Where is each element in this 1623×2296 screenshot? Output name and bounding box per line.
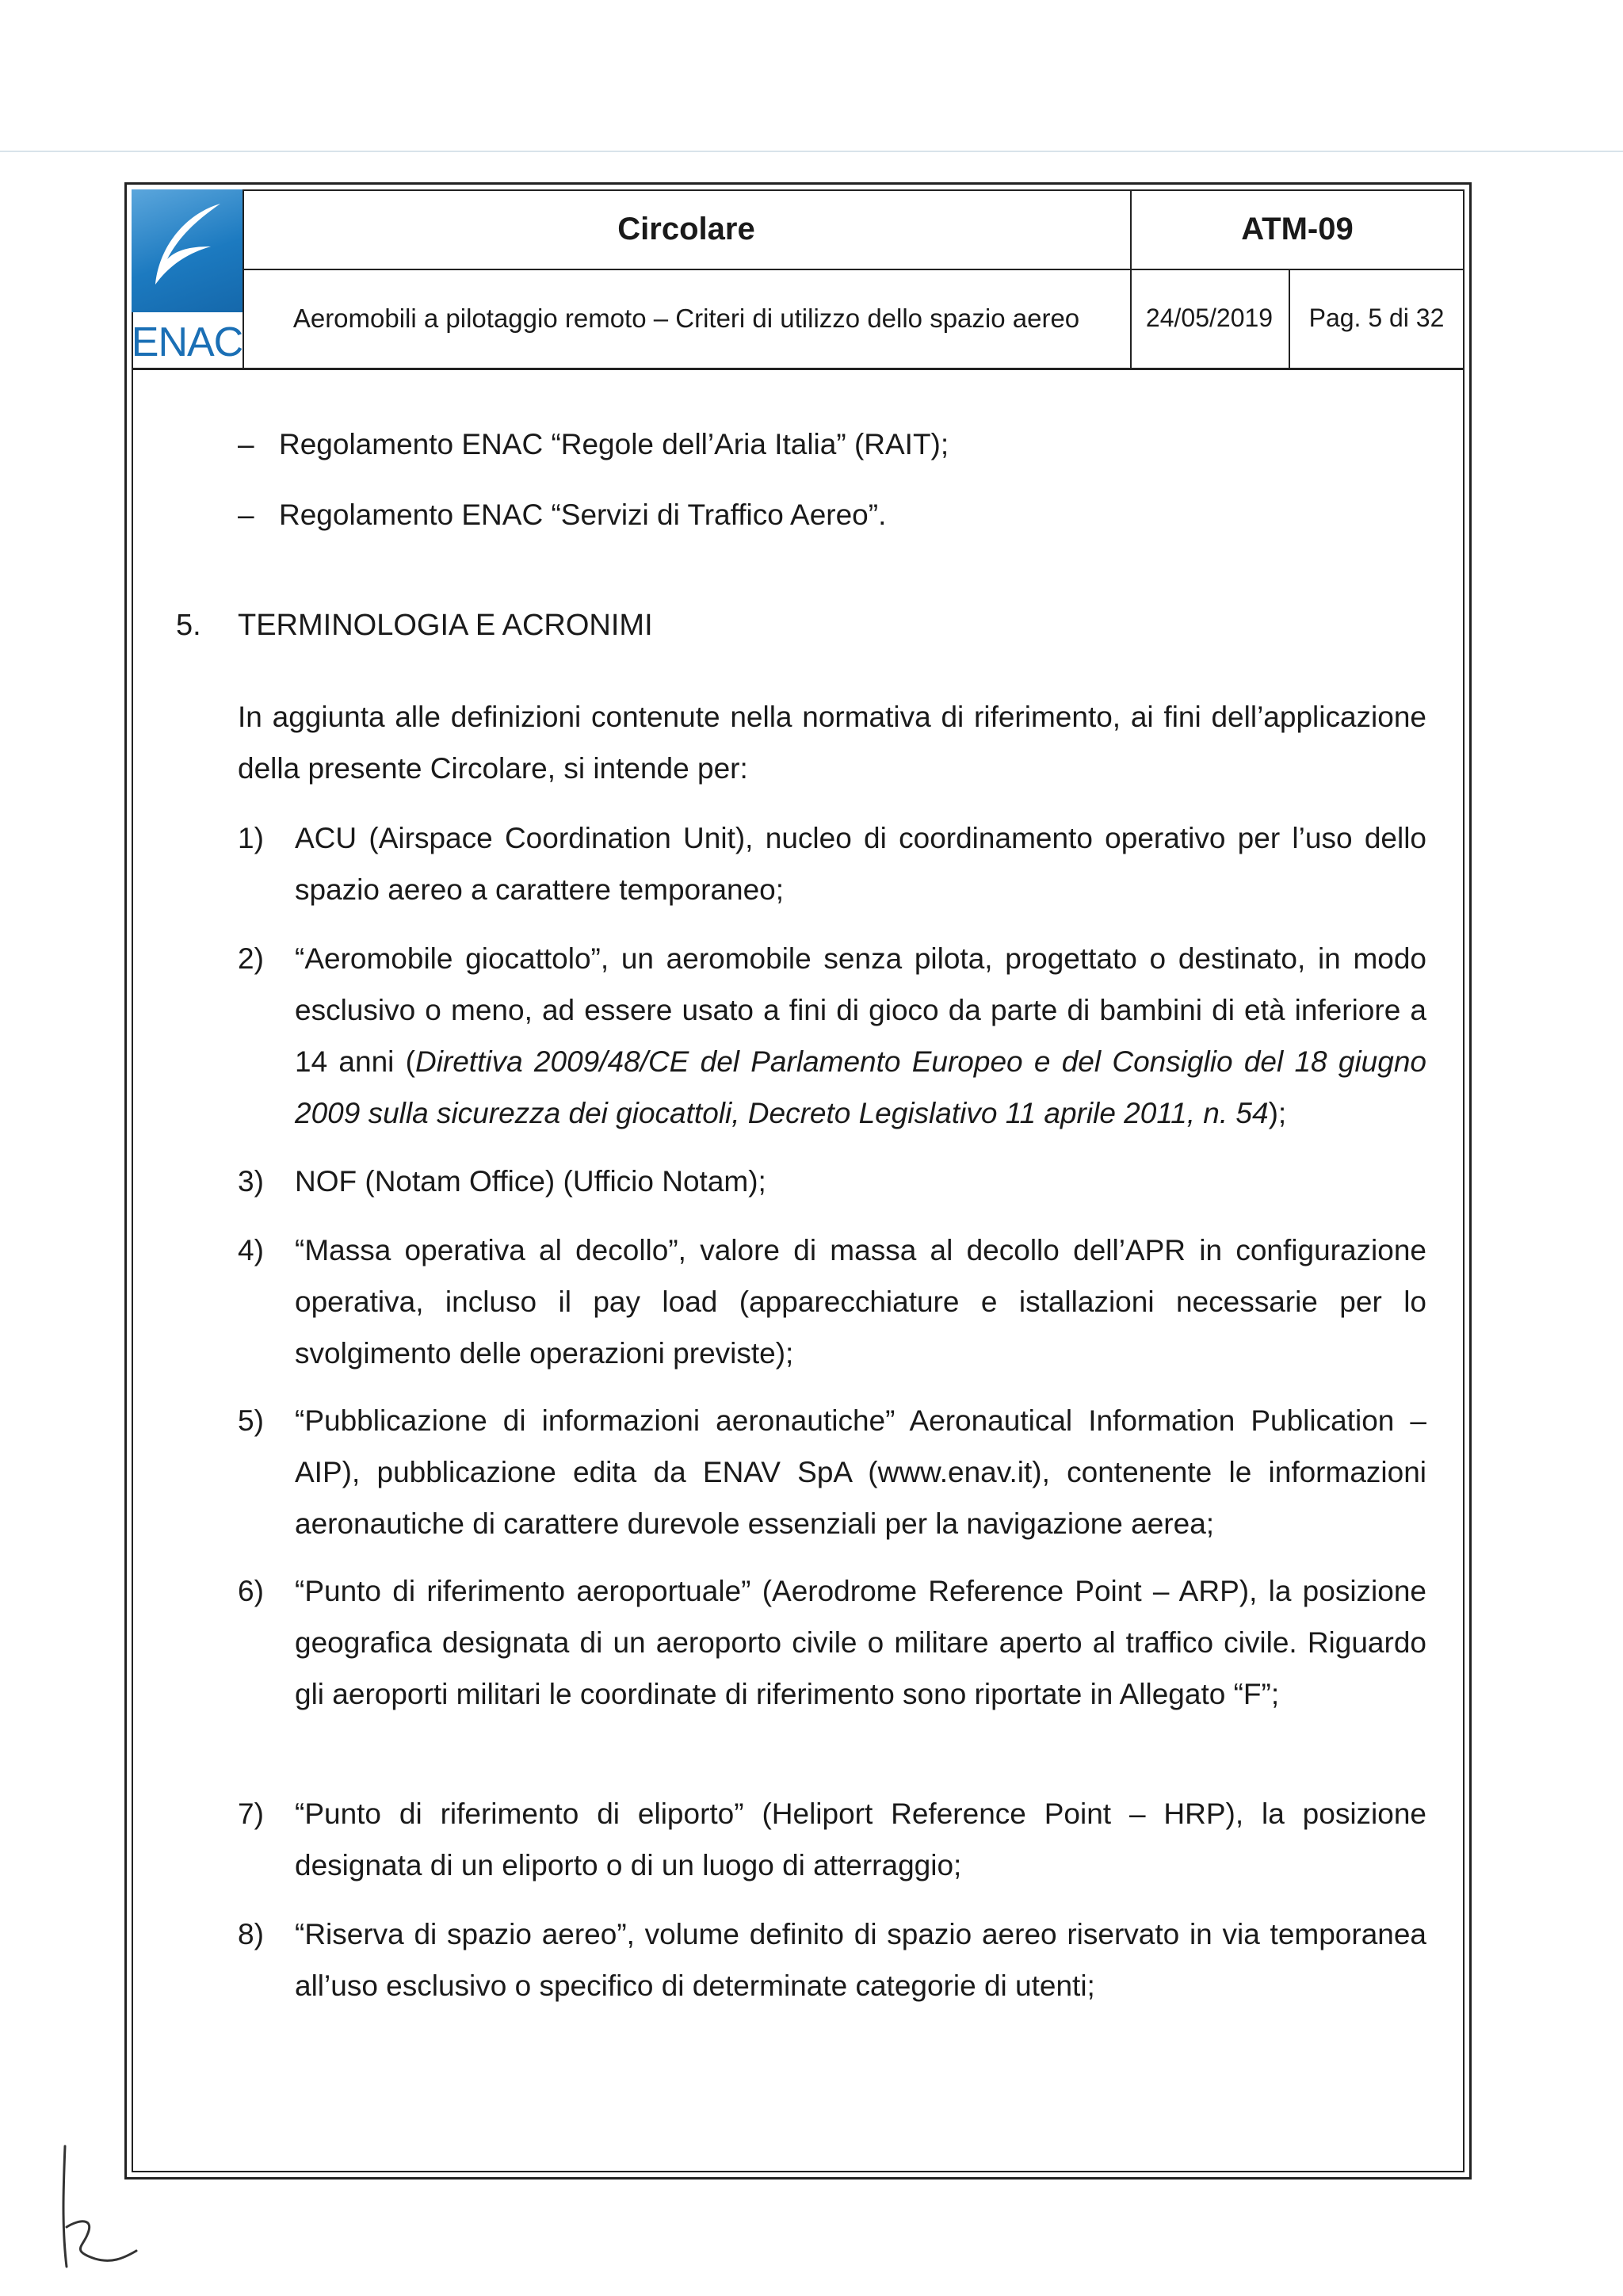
definition-item [238, 1788, 1426, 1891]
definition-number: 4) [238, 1234, 264, 1266]
definition-number: 8) [238, 1918, 264, 1950]
definition-text-part: ); [1268, 1097, 1287, 1129]
svg-text:ENAC: ENAC [132, 319, 242, 365]
definition-number: 5) [238, 1404, 264, 1437]
definition-item [238, 1395, 1426, 1549]
enac-logo-text [132, 316, 242, 376]
enac-logo-mark [132, 189, 242, 312]
handwritten-signature [48, 2140, 143, 2275]
definition-item [238, 933, 1426, 1139]
definition-text-part: “Aeromobile giocattolo”, un aeromobile senza pilota, progettato o destinato, in modo esclusivo o meno, ad essere usato a fini di gioco da parte di bambini di età inferiore a 14 anni ( [295, 942, 1426, 1078]
document-date: 24/05/2019 [1145, 304, 1274, 332]
definition-number: 6) [238, 1575, 264, 1607]
scan-artifact-line [0, 151, 1623, 152]
list-dash: – [238, 499, 254, 531]
definition-number: 3) [238, 1165, 264, 1198]
definition-text: “Riserva di spazio aereo”, volume definito di spazio aereo riservato in via temporanea all’uso esclusivo o specifico di determinate categorie di utenti; [295, 1918, 1426, 2002]
definition-text: ACU (Airspace Coordination Unit), nucleo di coordinamento operativo per l’uso dello spazio aereo a carattere temporaneo; [295, 822, 1426, 906]
definition-item [238, 1224, 1426, 1379]
reference-text: Regolamento ENAC “Servizi di Traffico Aereo”. [279, 499, 887, 531]
intro-paragraph: In aggiunta alle definizioni contenute nella normativa di riferimento, ai fini dell’applicazione della presente Circolare, si intende per: [238, 701, 1426, 785]
definition-text [295, 933, 1426, 1139]
enac-logo [132, 189, 242, 368]
definition-text: “Punto di riferimento aeroportuale” (Aerodrome Reference Point – ARP), la posizione geografica designata di un aeroporto civile o militare aperto al traffico civile. Riguardo gli aeroporti militari le coordinate di riferimento sono riportate in Allegato “F”; [295, 1575, 1426, 1710]
definition-text: “Punto di riferimento di eliporto” (Heliport Reference Point – HRP), la posizione designata di un eliporto o di un luogo di atterraggio; [295, 1797, 1426, 1881]
definition-text: “Pubblicazione di informazioni aeronautiche” Aeronautical Information Publication – AIP), pubblicazione edita da ENAV SpA (www.enav.it), contenente le informazioni aeronautiche di carattere durevole essenziali per la navigazione aerea; [295, 1404, 1426, 1540]
list-dash: – [238, 428, 254, 460]
document-code: ATM-09 [1241, 211, 1354, 246]
definition-text: “Massa operativa al decollo”, valore di massa al decollo dell’APR in configurazione operativa, incluso il pay load (apparecchiature e istallazioni necessarie per lo svolgimento delle operazioni previste); [295, 1234, 1426, 1370]
definition-text: NOF (Notam Office) (Ufficio Notam); [295, 1165, 766, 1198]
section-title: TERMINOLOGIA E ACRONIMI [238, 609, 653, 642]
definition-item [238, 1908, 1426, 2011]
page-number: Pag. 5 di 32 [1308, 304, 1445, 332]
document-type-title: Circolare [617, 211, 755, 246]
definition-item [238, 1565, 1426, 1720]
header-divider-bottom [132, 368, 1465, 370]
reference-text: Regolamento ENAC “Regole dell’Aria Italia” (RAIT); [279, 428, 949, 460]
definition-number: 1) [238, 822, 264, 854]
definition-number: 2) [238, 942, 264, 975]
definition-item [238, 1156, 1426, 1207]
section-heading [176, 609, 653, 643]
definition-citation: Direttiva 2009/48/CE del Parlamento Europeo e del Consiglio del 18 giugno 2009 sulla sicurezza dei giocattoli, Decreto Legislativo 11 aprile 2011, n. 54 [295, 1045, 1426, 1129]
section-number: 5. [176, 609, 201, 642]
definition-item [238, 812, 1426, 915]
document-subtitle: Aeromobili a pilotaggio remoto – Criteri di utilizzo dello spazio aereo [292, 303, 1080, 333]
definition-number: 7) [238, 1797, 264, 1830]
